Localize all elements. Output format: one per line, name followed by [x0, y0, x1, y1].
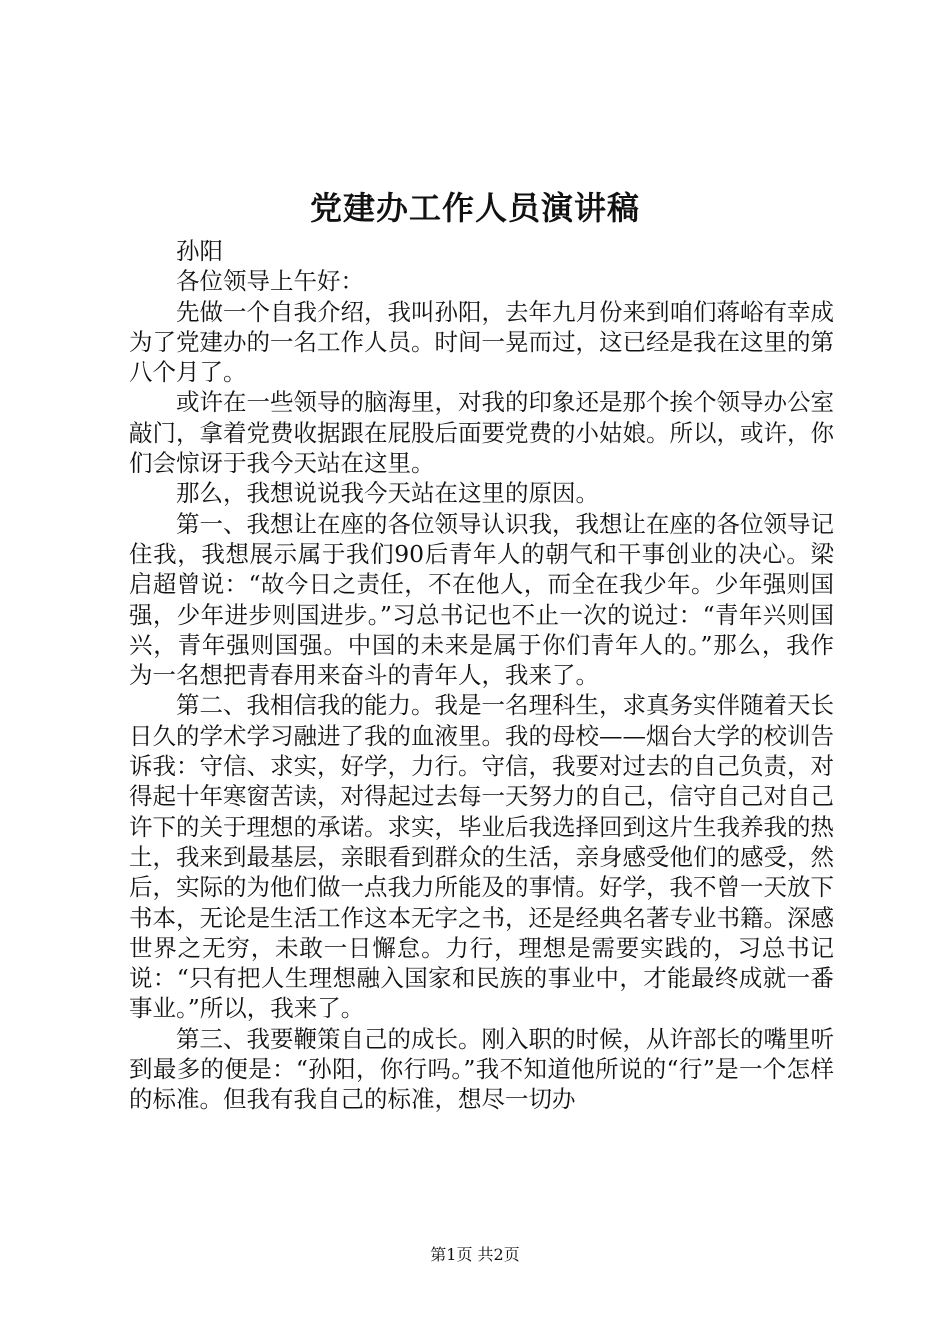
body-paragraph: 先做一个自我介绍，我叫孙阳，去年九月份来到咱们蒋峪有幸成为了党建办的一名工作人员。时间一晃而过，这已经是我在这里的第八个月了。	[129, 297, 834, 387]
page-number-footer: 第1页 共2页	[430, 1245, 520, 1264]
document-body	[129, 236, 834, 1115]
body-paragraph: 第一、我想让在座的各位领导认识我，我想让在座的各位领导记住我，我想展示属于我们90后青年人的朝气和干事创业的决心。梁启超曾说：“故今日之责任，不在他人，而全在我少年。少年强则国强，少年进步则国进步。”习总书记也不止一次的说过：“青年兴则国兴，青年强则国强。中国的未来是属于你们青年人的。”那么，我作为一名想把青春用来奋斗的青年人，我来了。	[129, 509, 834, 690]
body-paragraph: 那么，我想说说我今天站在这里的原因。	[176, 479, 599, 508]
document-title: 党建办工作人员演讲稿	[309, 189, 640, 227]
greeting: 各位领导上午好：	[176, 267, 364, 296]
body-paragraph: 或许在一些领导的脑海里，对我的印象还是那个挨个领导办公室敲门，拿着党费收据跟在屁股后面要党费的小姑娘。所以，或许，你们会惊讶于我今天站在这里。	[129, 388, 834, 478]
body-paragraph: 第二、我相信我的能力。我是一名理科生，求真务实伴随着天长日久的学术学习融进了我的血液里。我的母校——烟台大学的校训告诉我：守信、求实，好学，力行。守信，我要对过去的自己负责，对得起十年寒窗苦读，对得起过去每一天努力的自己，信守自己对自己许下的关于理想的承诺。求实，毕业后我选择回到这片生我养我的热土，我来到最基层，亲眼看到群众的生活，亲身感受他们的感受，然后，实际的为他们做一点我力所能及的事情。好学，我不曾一天放下书本，无论是生活工作这本无字之书，还是经典名著专业书籍。深感世界之无穷，未敢一日懈怠。力行，理想是需要实践的，习总书记说：“只有把人生理想融入国家和民族的事业中，才能最终成就一番事业。”所以，我来了。	[129, 691, 834, 1023]
author-name: 孙阳	[176, 237, 223, 265]
body-paragraph: 第三、我要鞭策自己的成长。刚入职的时候，从许部长的嘴里听到最多的便是：“孙阳，你行吗。”我不知道他所说的“行”是一个怎样的标准。但我有我自己的标准，想尽一切办	[129, 1024, 834, 1114]
